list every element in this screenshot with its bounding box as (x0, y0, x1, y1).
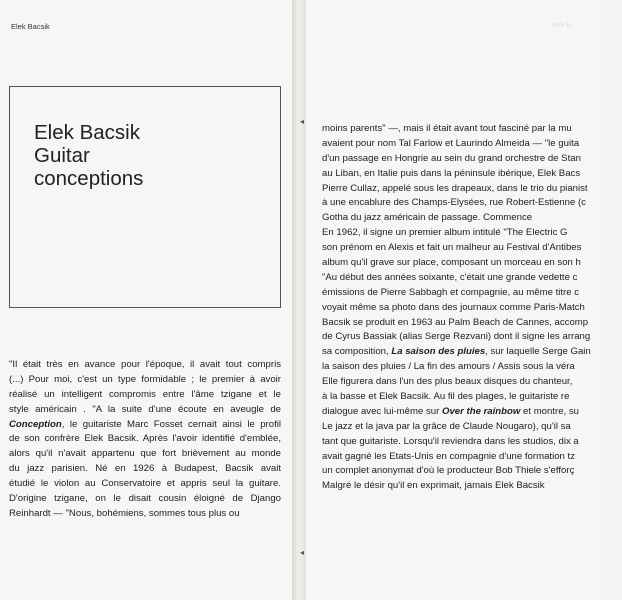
text-segment: alors qu'il n'avait appartenu que fort brièvement au monde (9, 448, 281, 460)
title-line: Elek Bacsik (34, 121, 140, 144)
text-segment: Le jazz et la java par la grâce de Claude Nougaro), qu'il sa (322, 420, 571, 432)
text-segment: style américain . "A la suite d'une écoute en aveugle de (9, 403, 281, 415)
text-segment: et montre, su (520, 405, 580, 417)
text-line (322, 196, 622, 211)
text-segment: , le guitariste Marc Fosset cernait ainsi le profil (61, 418, 281, 430)
text-segment: , sur laquelle Serge Gain (485, 346, 591, 358)
text-segment: à une encablure des Champs-Elysées, rue Robert-Estienne (c (322, 197, 586, 209)
text-segment: tant que guitariste. Lorsqu'il reviendra dans les studios, dix a (322, 435, 579, 447)
text-segment: D'origine tzigane, on le disait cousin éloigné de Django (9, 493, 281, 505)
text-line (322, 330, 622, 345)
text-line (322, 137, 622, 152)
text-line (9, 462, 281, 477)
text-line (322, 211, 622, 226)
text-segment: de Cyrus Bassiak (alias Serge Rezvani) dont il signe les arrang (322, 331, 591, 343)
text-line (322, 182, 622, 197)
text-segment: "Il était très en avance pour l'époque, il avait tout compris (9, 359, 281, 370)
text-line (322, 479, 622, 494)
text-segment: étudié le violon au Conservatoire et appris seul la guitare. (9, 478, 281, 490)
crop-mark: ◂ (300, 117, 305, 126)
text-line (322, 375, 622, 390)
text-line (322, 360, 622, 375)
text-line (9, 492, 281, 507)
title-box (9, 86, 281, 308)
text-segment: avait gagné les Etats-Unis en compagnie d'une formation tz (322, 450, 576, 462)
text-line (322, 464, 622, 479)
text-segment: émissions de Pierre Sabbagh et compagnie, au même titre c (322, 286, 580, 298)
left-page (0, 0, 292, 600)
text-segment: Elle figurera dans l'un des plus beaux disques du chanteur, (322, 376, 573, 388)
text-segment: Malgré le désir qu'il en exprimait, jamais Elek Bacsik (322, 480, 545, 492)
text-segment: la saison des pluies / La fin des amours / Assis sous la véra (322, 361, 575, 373)
text-segment: moins parents" —, mais il était avant tout fasciné par la mu (322, 123, 572, 134)
text-segment: de son confrère Elek Bacsik. Après l'avoir identifié d'emblée, (9, 433, 281, 445)
text-line (322, 286, 622, 301)
text-line (322, 167, 622, 182)
text-segment: réalisé un intelligent compromis entre l'âme tzigane et le (9, 388, 281, 400)
text-line (322, 152, 622, 167)
text-segment: au Liban, en Italie puis dans la péninsule ibérique, Elek Bacs (322, 167, 581, 179)
text-segment: Reinhardt — "Nous, bohémiens, sommes tous plus ou (9, 507, 240, 519)
text-line (322, 256, 622, 271)
text-segment: album qu'il grave sur place, composant un morceau en son h (322, 257, 581, 269)
text-segment: avaient pour nom Tal Farlow et Laurindo Almeida — "le guita (322, 137, 580, 149)
text-line (322, 435, 622, 450)
text-segment: son prénom en Alexis et fait un malheur au Festival d'Antibes (322, 242, 582, 254)
page-title (34, 121, 143, 190)
text-line (322, 345, 622, 360)
emphasized-title: La saison des pluies (391, 346, 486, 358)
emphasized-title: Over the rainbow (441, 405, 521, 417)
text-segment: En 1962, il signe un premier album intitulé "The Electric G (322, 227, 568, 239)
text-segment: "Au début des années soixante, c'était une grande vedette c (322, 271, 578, 283)
right-page (300, 0, 600, 600)
text-segment: du jazz parisien. Né en 1926 à Budapest, Bacsik avait (9, 463, 281, 475)
text-line (9, 507, 281, 522)
text-line (322, 301, 622, 316)
text-line (9, 403, 281, 418)
text-line (322, 390, 622, 405)
text-line (322, 226, 622, 241)
crop-mark: ◂ (300, 548, 305, 557)
text-line (9, 447, 281, 462)
text-segment: Bacsik se produit en 1963 au Palm Beach de Cannes, accomp (322, 316, 589, 328)
text-segment: sa composition, (322, 346, 392, 358)
text-line (9, 388, 281, 403)
text-segment: (...) Pour moi, c'est un type formidable ; le premier à avoir (9, 373, 281, 385)
text-line (9, 358, 281, 373)
text-line (9, 432, 281, 447)
text-line (322, 420, 622, 435)
text-line (9, 373, 281, 388)
text-line (322, 122, 622, 137)
text-segment: d'un passage en Hongrie au sein du grand orchestre de Stan (322, 152, 581, 164)
text-segment: Gotha du jazz américain de passage. Commence (322, 212, 533, 224)
text-line (322, 316, 622, 331)
text-line (9, 477, 281, 492)
text-segment: à la basse et Elek Bacsik. Au fil des plages, le guitariste re (322, 391, 570, 403)
title-line: conceptions (34, 167, 144, 190)
running-head-left: Elek Bacsik (11, 22, 50, 31)
text-line (322, 405, 622, 420)
text-segment: voyait même sa photo dans des journaux comme Paris-Match (322, 301, 585, 313)
text-line (322, 271, 622, 286)
title-line: Guitar (34, 144, 90, 167)
right-body-text (322, 122, 622, 494)
emphasized-title: Conception (9, 418, 62, 430)
text-line (322, 241, 622, 256)
running-head-right: elek b (551, 22, 570, 29)
book-gutter (292, 0, 306, 600)
text-line (322, 450, 622, 465)
text-segment: Pierre Cullaz, appelé sous les drapeaux, dans le trio du pianist (322, 182, 588, 194)
left-body-text (9, 358, 281, 522)
text-segment: dialogue avec lui-même sur (322, 405, 442, 417)
text-line (9, 418, 281, 433)
text-segment: un complet anonymat d'où le producteur Bob Thiele s'efforç (322, 465, 575, 477)
